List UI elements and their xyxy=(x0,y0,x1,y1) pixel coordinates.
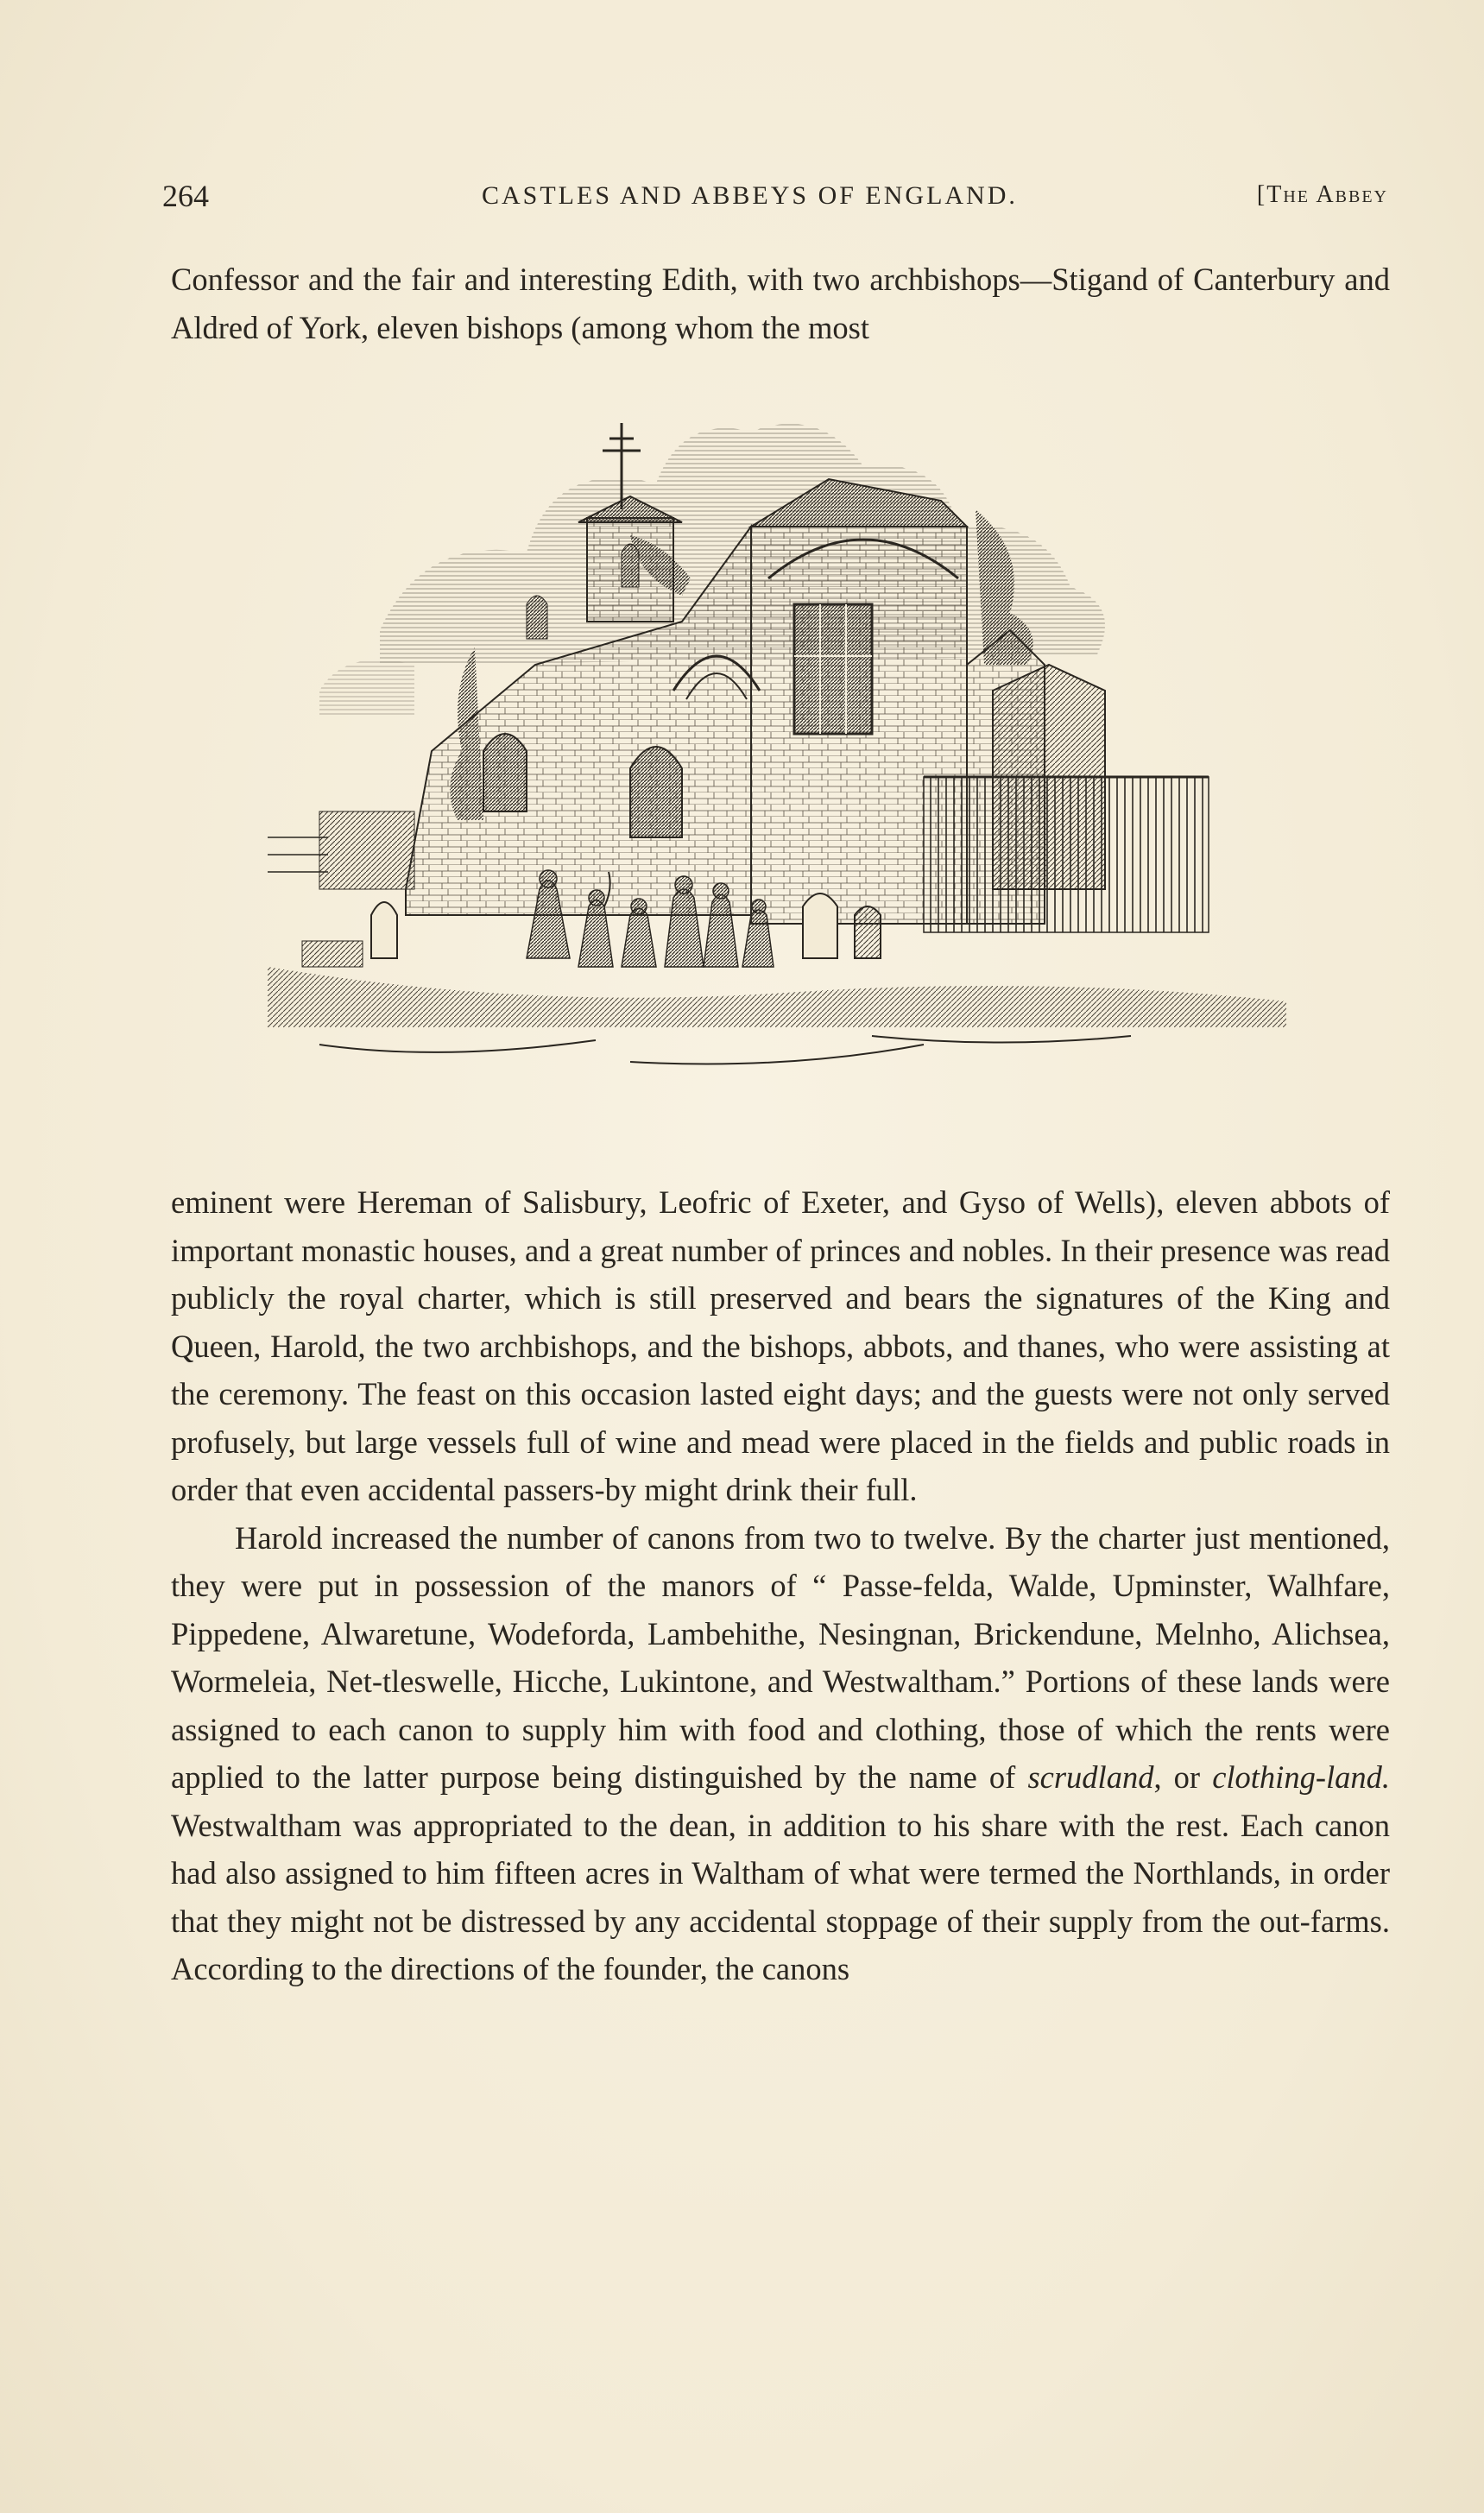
running-header xyxy=(162,178,1388,221)
canons-text-part2: , or xyxy=(1153,1759,1213,1795)
paragraph-feast: eminent were Hereman of Salisbury, Leofric of Exeter, and Gyso of Wells), eleven abbots of important monastic houses, and a great number of princes and nobles. In their presence was read publicly the royal charter, which is still preserved and bears the signatures of the King and Queen, Harold, the two archbishops, and the bishops, abbots, and thanes, who were assisting at the ceremony. The feast on this occasion lasted eight days; and the guests were not only served profusely, but large vessels full of wine and mead were placed in the fields and public roads in order that even accidental passers-by might drink their full. xyxy=(171,1184,1390,1507)
term-clothing-land: clothing-land. xyxy=(1212,1759,1390,1795)
text-block-top xyxy=(171,256,1390,351)
canons-text-part1: Harold increased the number of canons from two to twelve. By the charter just mentioned, they were put in possession of the manors of “ Passe-felda, Walde, Upminster, Walhfare, Pippedene, Alwaretune, Wodeforda, Lambehithe, Nesingnan, Brickendune, Melnho, Alichsea, Wormeleia, Net-tleswelle, Hicche, Lukintone, and Westwaltham.” Portions of these lands were assigned to each canon to supply him with food and clothing, those of which the rents were applied to the latter purpose being distinguished by the name of xyxy=(171,1519,1390,1795)
paragraph-canons xyxy=(171,1514,1390,1993)
term-scrudland: scrudland xyxy=(1027,1759,1154,1795)
abbey-illustration-icon xyxy=(268,406,1286,1122)
running-title: CASTLES AND ABBEYS OF ENGLAND. xyxy=(482,181,1018,210)
running-section: [The Abbey xyxy=(1256,181,1388,208)
page-number: 264 xyxy=(162,179,209,213)
text-block-bottom xyxy=(171,1178,1390,1993)
paragraph-continued: Confessor and the fair and interesting Edith, with two archbishops—Stigand of Canterbury and Aldred of York, eleven bishops (among whom the most xyxy=(171,262,1390,345)
abbey-engraving xyxy=(268,406,1286,1122)
canons-text-part3: Westwaltham was appropriated to the dean, in addition to his share with the rest. Each canon had also assigned to him fifteen acres in Waltham of what were termed the Northlands, in order that they might not be distressed by any accidental stoppage of their supply from the out-farms. According to the directions of the founder, the canons xyxy=(171,1807,1390,1986)
